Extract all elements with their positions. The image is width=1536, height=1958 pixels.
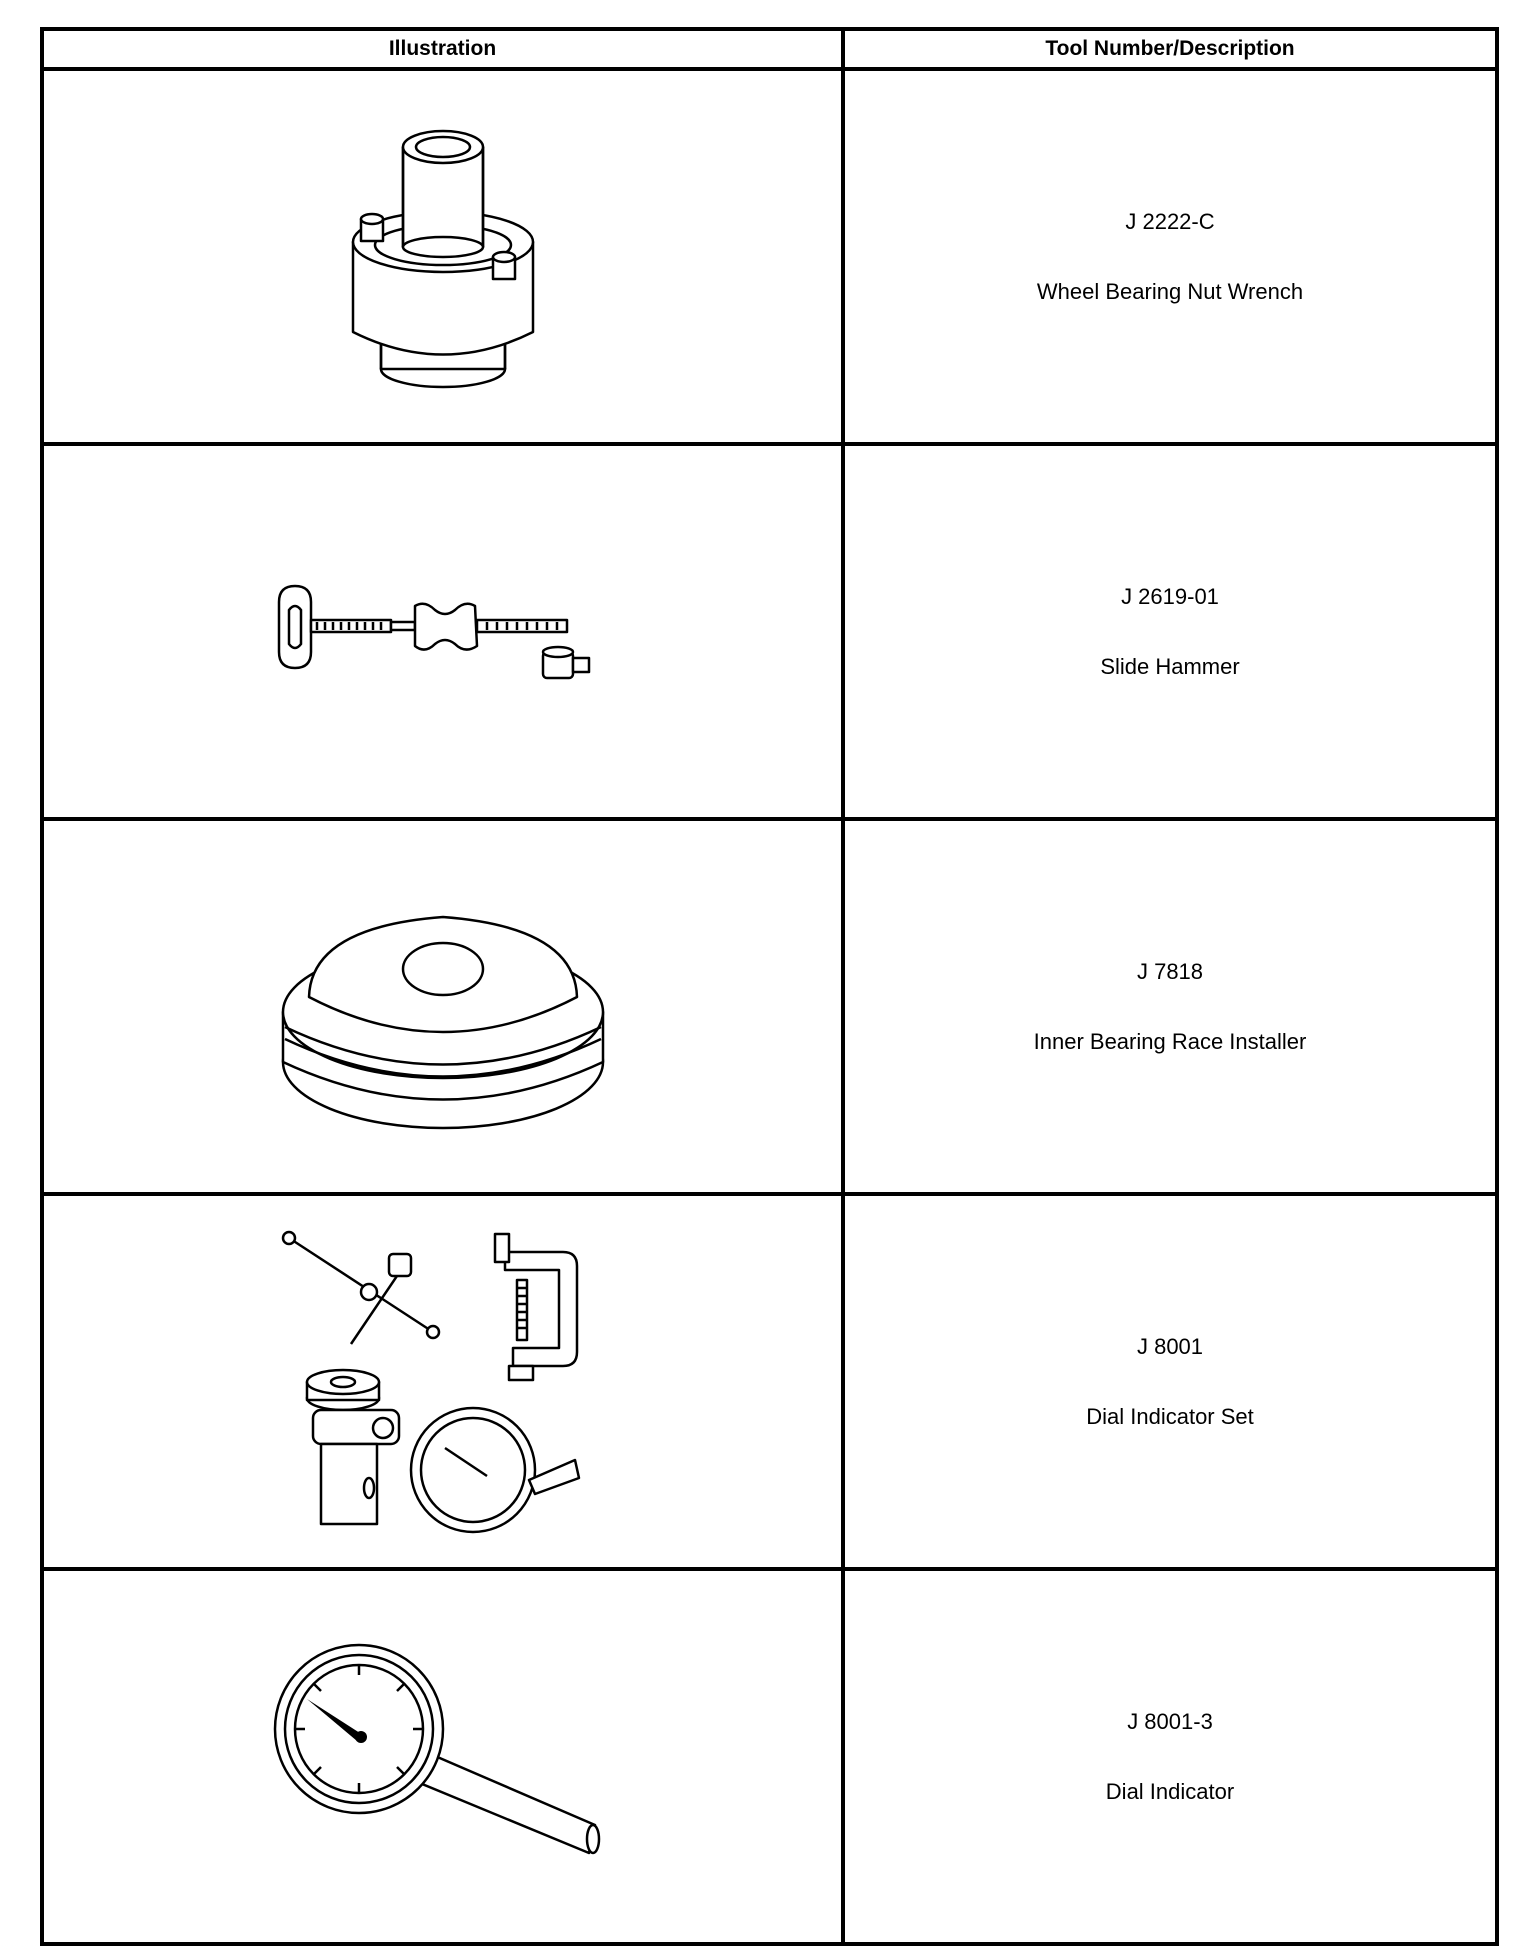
tool-number: J 2619-01	[1121, 583, 1219, 609]
header-row	[42, 29, 1497, 69]
tool-description-cell	[843, 69, 1497, 444]
tool-description: Dial Indicator	[1105, 1778, 1235, 1804]
illustration-cell	[42, 1569, 843, 1944]
tool-number: J 8001	[1136, 1333, 1204, 1359]
table-row	[42, 444, 1497, 819]
tool-description-cell	[843, 1569, 1497, 1944]
dial-indicator-set-icon	[273, 1222, 613, 1542]
slide-hammer-icon	[273, 572, 613, 692]
table-row	[42, 1569, 1497, 1944]
tool-description: Slide Hammer	[1100, 653, 1240, 679]
wheel-bearing-nut-wrench-icon	[333, 107, 553, 407]
tool-description-cell	[843, 444, 1497, 819]
illustration-header: Illustration	[42, 29, 843, 69]
dial-indicator-icon	[273, 1637, 613, 1877]
table-row	[42, 1194, 1497, 1569]
illustration-cell	[42, 819, 843, 1194]
tool-header: Tool Number/Description	[843, 29, 1497, 69]
table-row	[42, 69, 1497, 444]
tool-description-cell	[843, 1194, 1497, 1569]
tool-description: Inner Bearing Race Installer	[1033, 1028, 1307, 1054]
tool-number: J 8001-3	[1127, 1708, 1213, 1734]
table-row	[42, 819, 1497, 1194]
tool-description-cell	[843, 819, 1497, 1194]
race-installer-icon	[273, 877, 613, 1137]
tool-number: J 7818	[1136, 958, 1204, 984]
tool-number: J 2222-C	[1125, 208, 1215, 234]
tool-description: Dial Indicator Set	[1086, 1403, 1254, 1429]
tools-table	[40, 27, 1495, 1945]
tool-description: Wheel Bearing Nut Wrench	[1036, 278, 1304, 304]
illustration-cell	[42, 69, 843, 444]
illustration-cell	[42, 444, 843, 819]
illustration-cell	[42, 1194, 843, 1569]
